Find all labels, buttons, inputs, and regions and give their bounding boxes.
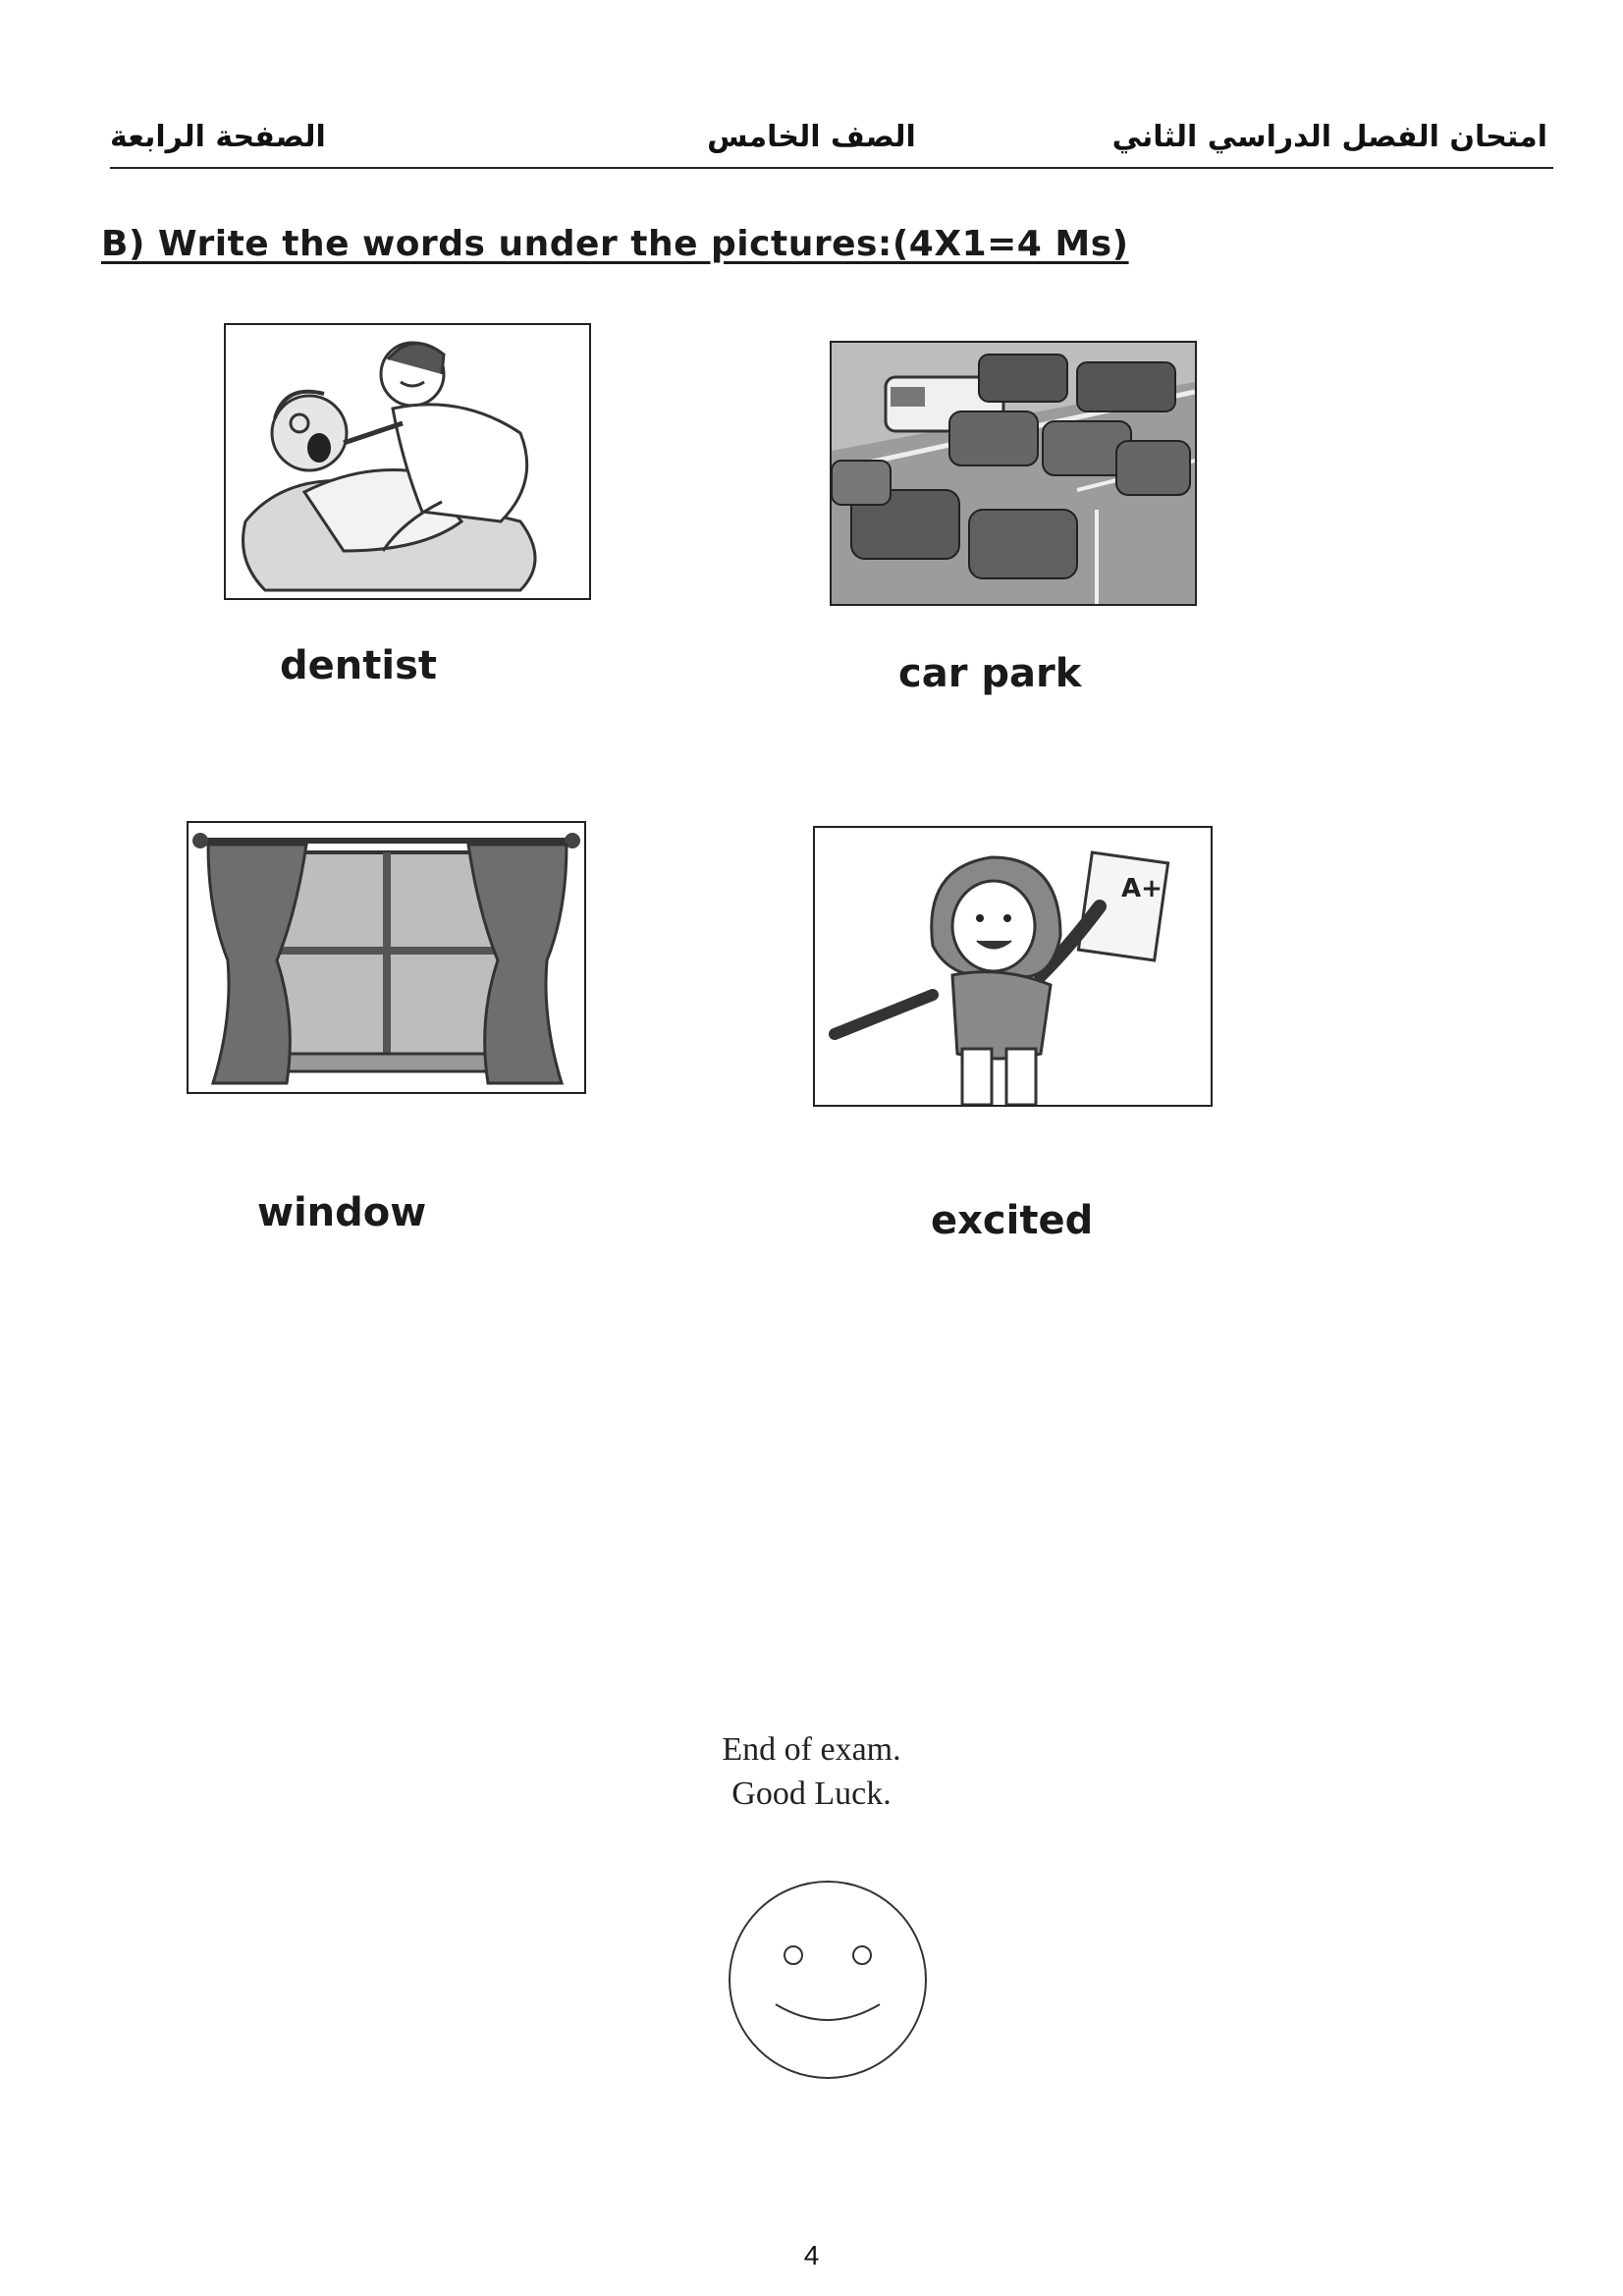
- word-excited: excited: [931, 1198, 1094, 1243]
- excited-girl-illustration: [813, 826, 1213, 1107]
- grade-label: الصف الخامس: [707, 120, 916, 154]
- word-car-park: car park: [898, 651, 1082, 696]
- smiley-face-icon: [727, 1879, 929, 2081]
- word-window: window: [257, 1190, 427, 1235]
- word-dentist: dentist: [280, 643, 437, 688]
- car-park-illustration: [830, 341, 1197, 606]
- dentist-illustration: [224, 323, 591, 600]
- good-luck-text: Good Luck.: [731, 1776, 892, 1812]
- end-of-exam-text: End of exam.: [722, 1731, 901, 1768]
- question-title: B) Write the words under the pictures:(4X1=4 Ms): [101, 224, 1129, 264]
- svg-text:A+: A+: [1121, 874, 1163, 903]
- exam-title: امتحان الفصل الدراسي الثاني: [1111, 120, 1547, 154]
- header-divider: [110, 167, 1553, 169]
- page-label: الصفحة الرابعة: [110, 120, 326, 154]
- page-number: 4: [803, 2240, 820, 2270]
- window-illustration: [187, 821, 586, 1094]
